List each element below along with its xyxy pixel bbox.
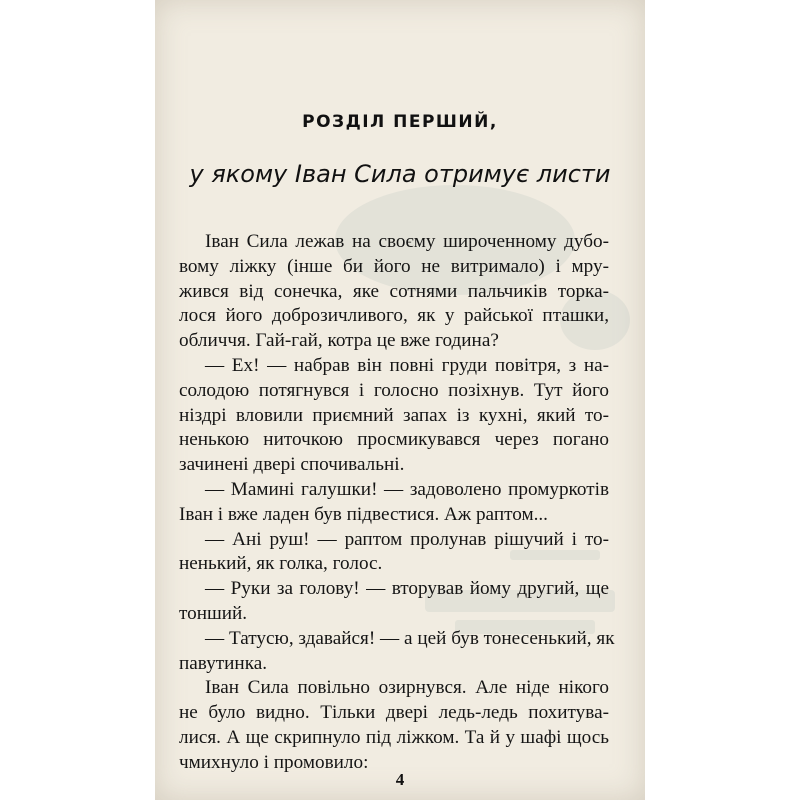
text-line: жився від сонечка, яке сотнями пальчиків торка- <box>179 280 609 302</box>
text-line: тонший. <box>179 602 248 624</box>
body-text <box>179 230 615 776</box>
chapter-title: у якому Іван Сила отримує листи <box>189 160 611 188</box>
text-line: чмихнуло і промовило: <box>179 751 369 773</box>
text-line: солодою потягнувся і голосно позіхнув. Тут його <box>179 379 609 401</box>
text-line: ненький, як голка, голос. <box>179 553 383 575</box>
text-line: ніздрі вловили приємний запах із кухні, який то- <box>179 404 609 426</box>
text-line: не було видно. Тільки двері ледь-ледь похитува- <box>179 702 609 724</box>
text-line: — Ані руш! — раптом пролунав рішучий і то- <box>205 528 609 550</box>
text-line: — Татусю, здавайся! — а цей був тонесенький, як <box>205 627 615 649</box>
page-number: 4 <box>395 770 405 789</box>
text-line: Іван і вже ладен був підвестися. Аж раптом... <box>179 503 548 525</box>
text-line: — Руки за голову! — вторував йому другий, ще <box>205 578 609 600</box>
text-line: — Ех! — набрав він повні груди повітря, з на- <box>205 354 609 376</box>
chapter-label: РОЗДІЛ ПЕРШИЙ, <box>302 112 498 132</box>
text-line: ненькою ниточкою просмикувався через погано <box>179 429 609 451</box>
text-line: лося його доброзичливого, як у райської пташки, <box>179 305 609 327</box>
text-line: Іван Сила лежав на своєму широченному дубо- <box>205 231 609 252</box>
text-line: лися. А ще скрипнуло під ліжком. Та й у шафі щось <box>179 726 609 748</box>
text-line: павутинка. <box>179 652 268 674</box>
text-line: — Мамині галушки! — задоволено промуркотів <box>205 478 609 500</box>
text-line: зачинені двері спочивальні. <box>179 454 405 476</box>
text-line: Іван Сила повільно озирнувся. Але ніде нікого <box>205 677 609 699</box>
book-page <box>155 0 645 800</box>
text-line: вому ліжку (інше би його не витримало) і мру- <box>179 255 609 277</box>
text-line: обличчя. Гай-гай, котра це вже година? <box>179 330 499 352</box>
